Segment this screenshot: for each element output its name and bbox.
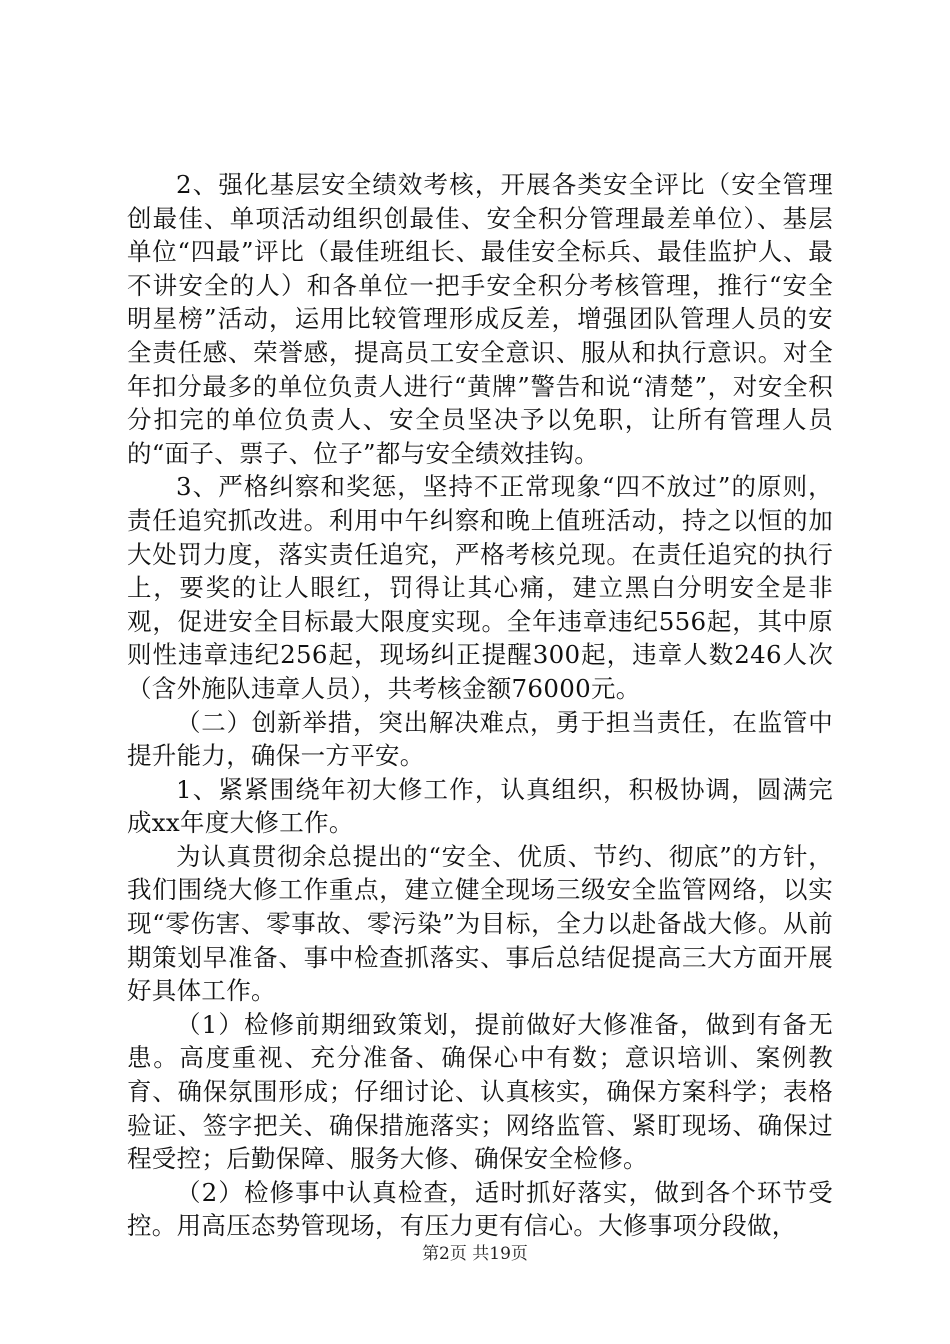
paragraph-overhaul-policy: 为认真贯彻余总提出的“安全、优质、节约、彻底”的方针，我们围绕大修工作重点，建立健全现场三级安全监管网络，以实现“零伤害、零事故、零污染”为目标，全力以赴备战大修。从前期策划早准备、事中检查抓落实、事后总结促提高三大方面开展好具体工作。 <box>127 841 833 1006</box>
document-body <box>127 168 833 1243</box>
page-number-footer: 第2页 共19页 <box>422 1244 528 1264</box>
paragraph-pre-overhaul-planning: （1）检修前期细致策划，提前做好大修准备，做到有备无患。高度重视、充分准备、确保心中有数；意识培训、案例教育、确保氛围形成；仔细讨论、认真核实，确保方案科学；表格验证、签字把关、确保措施落实；网络监管、紧盯现场、确保过程受控；后勤保障、服务大修、确保安全检修。 <box>127 1009 833 1174</box>
paragraph-during-overhaul-check: （2）检修事中认真检查，适时抓好落实，做到各个环节受控。用高压态势管现场，有压力更有信心。大修事项分段做， <box>127 1177 833 1241</box>
section-heading-innovation: （二）创新举措，突出解决难点，勇于担当责任，在监管中提升能力，确保一方平安。 <box>127 707 833 771</box>
paragraph-safety-performance: 2、强化基层安全绩效考核，开展各类安全评比（安全管理创最佳、单项活动组织创最佳、安全积分管理最差单位）、基层单位“四最”评比（最佳班组长、最佳安全标兵、最佳监护人、最不讲安全的人）和各单位一把手安全积分考核管理，推行“安全明星榜”活动，运用比较管理形成反差，增强团队管理人员的安全责任感、荣誉感，提高员工安全意识、服从和执行意识。对全年扣分最多的单位负责人进行“黄牌”警告和说“清楚”，对安全积分扣完的单位负责人、安全员坚决予以免职，让所有管理人员的“面子、票子、位子”都与安全绩效挂钩。 <box>127 170 834 468</box>
paragraph-discipline-rewards: 3、严格纠察和奖惩，坚持不正常现象“四不放过”的原则，责任追究抓改进。利用中午纠察和晚上值班活动，持之以恒的加大处罚力度，落实责任追究，严格考核兑现。在责任追究的执行上，要奖的让人眼红，罚得让其心痛，建立黑白分明安全是非观，促进安全目标最大限度实现。全年违章违纪556起，其中原则性违章违纪256起，现场纠正提醒300起，违章人数246人次（含外施队违章人员），共考核金额76000元。 <box>127 472 833 703</box>
paragraph-overhaul-intro: 1、紧紧围绕年初大修工作，认真组织，积极协调，圆满完成xx年度大修工作。 <box>127 774 833 838</box>
